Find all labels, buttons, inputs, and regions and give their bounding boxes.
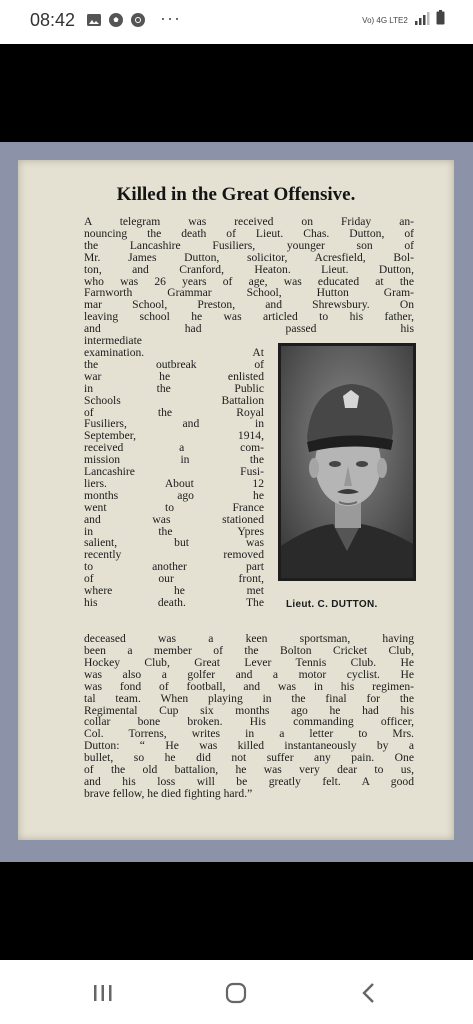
article-line: salient, but was xyxy=(84,536,264,550)
article-line: Hockey Club, Great Lever Tennis Club. He xyxy=(84,655,414,669)
article-line: to another part xyxy=(84,560,264,574)
article-line: in the Public xyxy=(84,381,264,395)
portrait-photo xyxy=(278,343,416,581)
article-line: Farnworth Grammar School, Hutton Gram- xyxy=(84,286,414,300)
article-line: brave fellow, he died fighting hard.” xyxy=(84,786,253,800)
article-line: Dutton: “ He was killed instantaneously by a xyxy=(84,739,414,753)
article-line: in the Ypres xyxy=(84,524,264,538)
article-line: Lancashire Fusi- xyxy=(84,465,264,479)
article-line: Regimental Cup six months ago he had his xyxy=(84,703,414,717)
article-line: the Lancashire Fusiliers, younger son of xyxy=(84,238,414,252)
article-line: nouncing the death of Lieut. Chas. Dutton, of xyxy=(84,226,414,240)
battery-icon xyxy=(436,10,445,30)
article-line: months ago he xyxy=(84,488,264,502)
article-line: was also a golfer and a motor cyclist. He xyxy=(84,667,414,681)
article-line: ton, and Cranford, Heaton. Lieut. Dutton, xyxy=(84,262,414,276)
portrait-block xyxy=(272,343,434,633)
signal-icon xyxy=(414,11,430,30)
article-line: of the Royal xyxy=(84,405,264,419)
article-line: recently removed xyxy=(84,548,264,562)
article-line: where he met xyxy=(84,584,264,598)
article-line: received a com- xyxy=(84,441,264,455)
status-right xyxy=(362,10,445,30)
article-line: Col. Torrens, writes in a letter to Mrs. xyxy=(84,727,414,741)
article-line: bullet, so he did not suffer any pain. One xyxy=(84,751,414,765)
article-line: Schools Battalion xyxy=(84,393,264,407)
more-notifications: ··· xyxy=(160,8,181,28)
network-label: Vo) 4G LTE2 xyxy=(362,15,408,25)
football-icon xyxy=(108,12,124,28)
article-line: of the old battalion, he was very dear to us, xyxy=(84,763,414,777)
article-line: collar bone broken. His commanding officer, xyxy=(84,715,414,729)
article-line: examination. At xyxy=(84,345,264,359)
recents-icon xyxy=(92,983,114,1003)
article-line: was fond of football, and was in his regimen- xyxy=(84,679,414,693)
back-icon xyxy=(361,982,377,1004)
article-line: and was stationed xyxy=(84,512,264,526)
article-line: liers. About 12 xyxy=(84,476,264,490)
status-time: 08:42 xyxy=(30,10,76,30)
bottom-letterbox xyxy=(0,862,473,960)
portrait-caption: Lieut. C. DUTTON. xyxy=(286,599,378,611)
article-line: and had passed his xyxy=(84,322,414,336)
navigation-bar xyxy=(0,960,473,1024)
article-line: of our front, xyxy=(84,572,264,586)
article-line: tal team. When playing in the final for the xyxy=(84,691,414,705)
recents-button[interactable] xyxy=(88,978,118,1008)
home-icon xyxy=(224,981,248,1005)
article-line: leaving school he was articled to his father, xyxy=(84,310,414,324)
status-bar xyxy=(0,0,473,44)
article-line: the outbreak of xyxy=(84,357,264,371)
chrome-icon xyxy=(130,12,146,28)
article-line: Fusiliers, and in xyxy=(84,417,264,431)
article-line: A telegram was received on Friday an- xyxy=(84,215,414,228)
article-headline: Killed in the Great Offensive. xyxy=(116,184,356,205)
newspaper-clipping xyxy=(18,160,454,840)
article-line: and his loss will be greatly felt. A good xyxy=(84,774,414,788)
article-line: deceased was a keen sportsman, having xyxy=(84,632,414,646)
article-line: September, 1914, xyxy=(84,429,264,443)
article-line: who was 26 years of age, was educated at the xyxy=(84,274,414,288)
top-letterbox xyxy=(0,44,473,142)
article-line: Mr. James Dutton, solicitor, Acresfield, Bol- xyxy=(84,250,414,264)
article-line: mar School, Preston, and Shrewsbury. On xyxy=(84,298,414,312)
image-viewer[interactable] xyxy=(0,142,473,862)
article-body xyxy=(84,216,414,800)
article-line: went to France xyxy=(84,500,264,514)
article-line: war he enlisted xyxy=(84,369,264,383)
image-icon xyxy=(86,12,102,28)
article-line: intermediate xyxy=(84,334,142,348)
notification-icons xyxy=(86,12,146,28)
officer-portrait-image xyxy=(281,346,413,578)
back-button[interactable] xyxy=(354,978,384,1008)
article-line: his death. The xyxy=(84,596,264,609)
article-line: mission in the xyxy=(84,453,264,467)
home-button[interactable] xyxy=(221,978,251,1008)
article-line: been a member of the Bolton Cricket Club, xyxy=(84,643,414,657)
